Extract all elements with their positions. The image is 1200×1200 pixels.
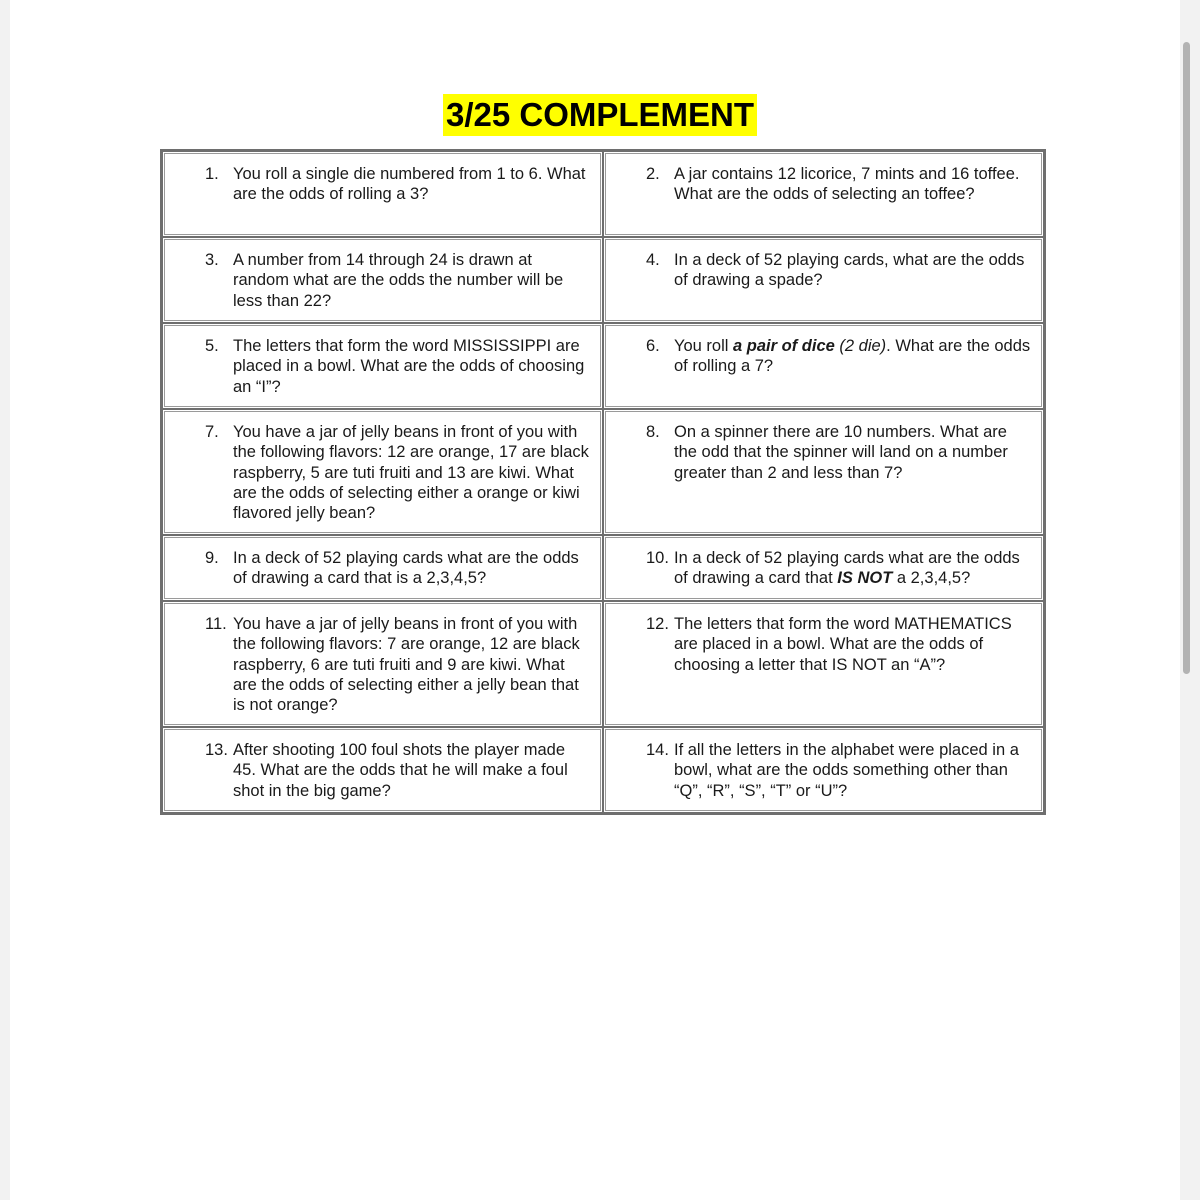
question-text: In a deck of 52 playing cards what are the odds of drawing a card that is a 2,3,4,5? [233,549,579,588]
emphasized-text: a pair of dice [733,337,835,355]
question-number: 7. [205,423,219,441]
table-row [162,535,1044,601]
question-text: After shooting 100 foul shots the player made 45. What are the odds that he will make a foul shot in the big game? [233,741,568,800]
table-row [162,151,1044,237]
question-text: A number from 14 through 24 is drawn at random what are the odds the number will be less than 22? [233,251,564,310]
question-cell-10 [603,535,1044,601]
table-row [162,237,1044,323]
italic-text: (2 die) [834,337,887,355]
table-row [162,727,1044,813]
title-row [0,94,1200,136]
questions-table [160,149,1046,815]
question-number: 3. [205,251,219,269]
question-cell-3 [162,237,603,323]
table-row [162,409,1044,535]
question-number: 2. [646,165,660,183]
question-text [674,336,1031,377]
emphasized-text: IS NOT [837,569,893,588]
question-text: On a spinner there are 10 numbers. What are the odd that the spinner will land on a number greater than 2 and less than 7? [674,423,1008,482]
question-text: In a deck of 52 playing cards, what are the odds of drawing a spade? [674,251,1025,290]
question-cell-6 [603,323,1044,409]
table-row [162,323,1044,409]
question-text: A jar contains 12 licorice, 7 mints and 16 toffee. What are the odds of selecting an toffee? [674,165,1020,204]
question-cell-7 [162,409,603,535]
question-number: 8. [646,423,660,441]
question-number: 4. [646,251,660,269]
question-cell-13 [162,727,603,813]
table-row [162,601,1044,727]
question-number: 13. [205,741,228,759]
question-cell-4 [603,237,1044,323]
question-cell-2 [603,151,1044,237]
question-number: 10. [646,549,669,567]
question-number: 6. [646,337,660,355]
question-text: The letters that form the word MISSISSIPPI are placed in a bowl. What are the odds of choosing an “I”? [233,337,585,396]
question-text: The letters that form the word MATHEMATICS are placed in a bowl. What are the odds of choosing a letter that IS NOT an “A”? [674,615,1012,674]
question-cell-1 [162,151,603,237]
question-number: 9. [205,549,219,567]
question-cell-8 [603,409,1044,535]
question-text: You have a jar of jelly beans in front of you with the following flavors: 12 are orange, 17 are black raspberry, 5 are tuti fruiti and 13 are kiwi. What are the odds of selecting either a orange or kiwi flavored jelly bean? [233,423,589,523]
question-cell-5 [162,323,603,409]
question-number: 11. [205,615,227,633]
question-text: You roll a single die numbered from 1 to 6. What are the odds of rolling a 3? [233,165,586,204]
question-cell-14 [603,727,1044,813]
question-text-part: . What are the odds of rolling a 7? [674,337,1031,376]
question-text [674,548,1031,589]
question-cell-9 [162,535,603,601]
question-text: You have a jar of jelly beans in front of you with the following flavors: 7 are orange, 12 are black raspberry, 6 are tuti fruiti and 9 are kiwi. What are the odds of selecting either a jelly bean that is not orange? [233,615,580,715]
question-cell-11 [162,601,603,727]
question-number: 14. [646,741,669,759]
page-title: 3/25 COMPLEMENT [443,94,757,136]
question-number: 5. [205,337,219,355]
question-text-part: You roll [674,337,734,355]
question-number: 12. [646,615,669,633]
vertical-scrollbar[interactable] [1183,42,1190,674]
question-text: If all the letters in the alphabet were placed in a bowl, what are the odds something other than “Q”, “R”, “S”, “T” or “U”? [674,741,1019,800]
question-cell-12 [603,601,1044,727]
question-text-part: In a deck of 52 playing cards what are the odds of drawing a card that [674,549,1020,588]
question-text-part: a 2,3,4,5? [892,569,971,588]
question-number: 1. [205,165,219,183]
